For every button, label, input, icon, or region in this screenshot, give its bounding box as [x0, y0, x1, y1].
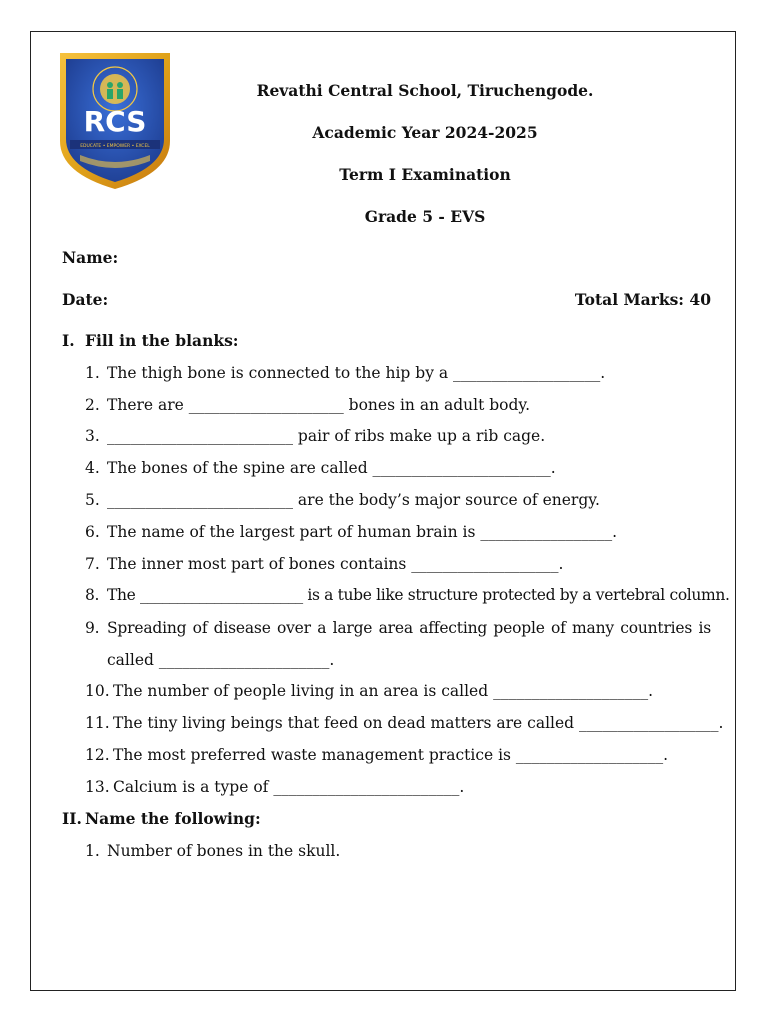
question-item: 1. Number of bones in the skull.	[85, 842, 341, 860]
question-item: 5. ________________________ are the body’s major source of energy.	[85, 491, 600, 509]
question-item: 11. The tiny living beings that feed on dead matters are called __________________.	[85, 714, 724, 732]
name-label: Name:	[62, 248, 119, 267]
question-item: 12. The most preferred waste management practice is ___________________.	[85, 746, 669, 764]
section-number: I.	[62, 331, 75, 350]
exam-term: Term I Examination	[339, 165, 511, 184]
school-logo	[58, 51, 172, 191]
date-label: Date:	[62, 290, 109, 309]
logo-initials: RCS	[83, 105, 147, 138]
question-continuation: called ______________________.	[107, 651, 335, 669]
question-item: 6. The name of the largest part of human brain is _________________.	[85, 523, 618, 541]
section-title: Fill in the blanks:	[85, 331, 239, 350]
question-item: 10. The number of people living in an area is called ____________________.	[85, 682, 654, 700]
section-title: Name the following:	[85, 809, 261, 828]
section-number: II.	[62, 809, 82, 828]
question-item: 2. There are ____________________ bones in an adult body.	[85, 396, 531, 414]
question-item: 13. Calcium is a type of ________________________.	[85, 778, 465, 796]
academic-year: Academic Year 2024-2025	[312, 123, 538, 142]
section-heading	[62, 331, 239, 350]
question-item: 7. The inner most part of bones contains ___________________.	[85, 555, 564, 573]
logo-motto: EDUCATE • EMPOWER • EXCEL	[80, 144, 150, 149]
school-name: Revathi Central School, Tiruchengode.	[256, 81, 594, 100]
section-heading	[62, 809, 261, 828]
total-marks: Total Marks: 40	[574, 290, 711, 309]
question-item: 3. ________________________ pair of ribs make up a rib cage.	[85, 427, 546, 445]
question-item: 8. The ______________________ is a tube like structure protected by a vertebral column.	[85, 586, 730, 604]
question-item: 1. The thigh bone is connected to the hip by a ___________________.	[85, 364, 606, 382]
grade-subject: Grade 5 - EVS	[364, 207, 486, 226]
question-item: 4. The bones of the spine are called _______________________.	[85, 459, 556, 477]
question-item: 9. Spreading of disease over a large area affecting people of many countries is	[85, 619, 711, 637]
